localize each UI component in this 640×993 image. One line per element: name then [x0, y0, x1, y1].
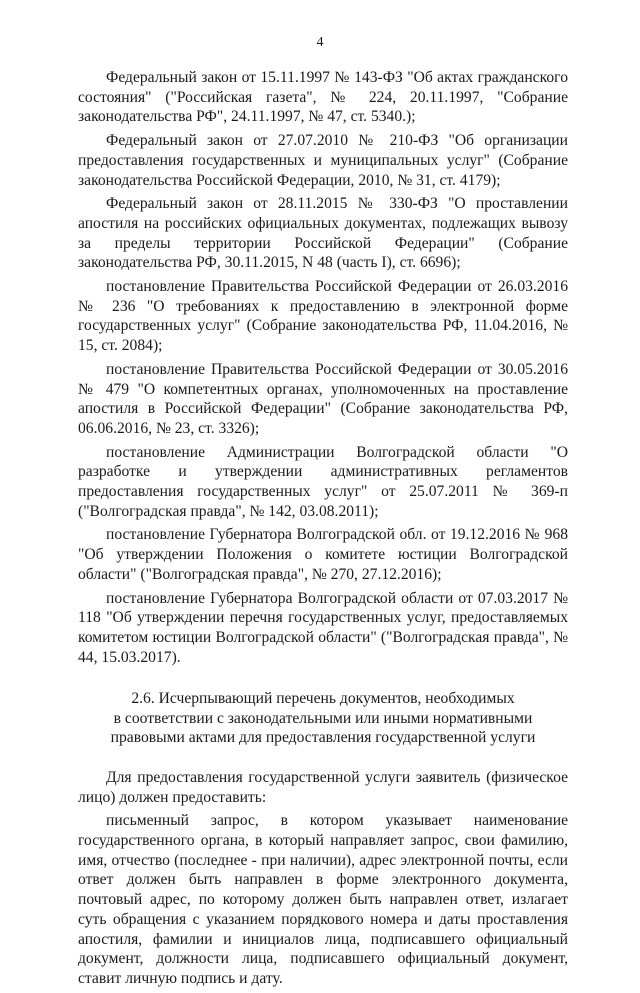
law-item: постановление Губернатора Волгоградской области от 07.03.2017 № 118 "Об утверждении перечня государственных услуг, предоставляемых комитетом юстиции Волгоградской области" ("Волгоградская правда", № 44, 15.03.2017).: [78, 589, 568, 666]
law-item: постановление Губернатора Волгоградской обл. от 19.12.2016 № 968 "Об утверждении Положения о комитете юстиции Волгоградской области" ("Волгоградская правда", № 270, 27.12.2016);: [78, 526, 568, 583]
section-heading: [78, 689, 568, 748]
law-item: постановление Администрации Волгоградской области "О разработке и утверждении административных регламентов предоставления государственных услуг" от 25.07.2011 № 369-п ("Волгоградская правда", № 142, 03.08.2011);: [78, 443, 568, 520]
law-item: Федеральный закон от 15.11.1997 № 143-ФЗ "Об актах гражданского состояния" ("Российская газета", № 224, 20.11.1997, "Собрание законодательства РФ", 24.11.1997, № 47, ст. 5340.);: [78, 69, 568, 126]
law-item: постановление Правительства Российской Федерации от 26.03.2016 № 236 "О требованиях к предоставлению в электронной форме государственных услуг" (Собрание законодательства РФ, 11.04.2016, № 15, ст. 2084);: [78, 278, 568, 355]
law-item: постановление Правительства Российской Федерации от 30.05.2016 № 479 "О компетентных органах, уполномоченных на проставление апостиля в Российской Федерации" (Собрание законодательства РФ, 06.06.2016, № 23, ст. 3326);: [78, 360, 568, 437]
section-heading-line: 2.6. Исчерпывающий перечень документов, необходимых: [131, 690, 515, 708]
section-paragraph: письменный запрос, в котором указывает наименование государственного органа, в который направляет запрос, свои фамилию, имя, отчество (последнее - при наличии), адрес электронной почты, если ответ должен быть направлен в форме электронного документа, почтовый адрес, по которому должен быть направлен ответ, излагает суть обращения с указанием порядкового номера и даты проставления апостиля, фамилии и инициалов лица, подписавшего официальный документ, должности лица, подписавшего официальный документ, ставит личную подпись и дату.: [78, 812, 568, 987]
law-item: Федеральный закон от 27.07.2010 № 210-ФЗ "Об организации предоставления государственных и муниципальных услуг" (Собрание законодательства Российской Федерации, 2010, № 31, ст. 4179);: [78, 132, 568, 189]
section-heading-line: правовыми актами для предоставления государственной услуги: [110, 729, 536, 747]
page-number: 4: [316, 35, 324, 50]
section-paragraph: Для предоставления государственной услуги заявитель (физическое лицо) должен предоставить:: [78, 768, 568, 806]
document-body: [78, 68, 568, 993]
law-item: Федеральный закон от 28.11.2015 № 330-ФЗ "О проставлении апостиля на российских официальных документах, подлежащих вывозу за пределы территории Российской Федерации" (Собрание законодательства РФ, 30.11.2015, N 48 (часть I), ст. 6696);: [78, 195, 568, 272]
section-heading-line: в соответствии с законодательными или иными нормативными: [113, 709, 533, 727]
